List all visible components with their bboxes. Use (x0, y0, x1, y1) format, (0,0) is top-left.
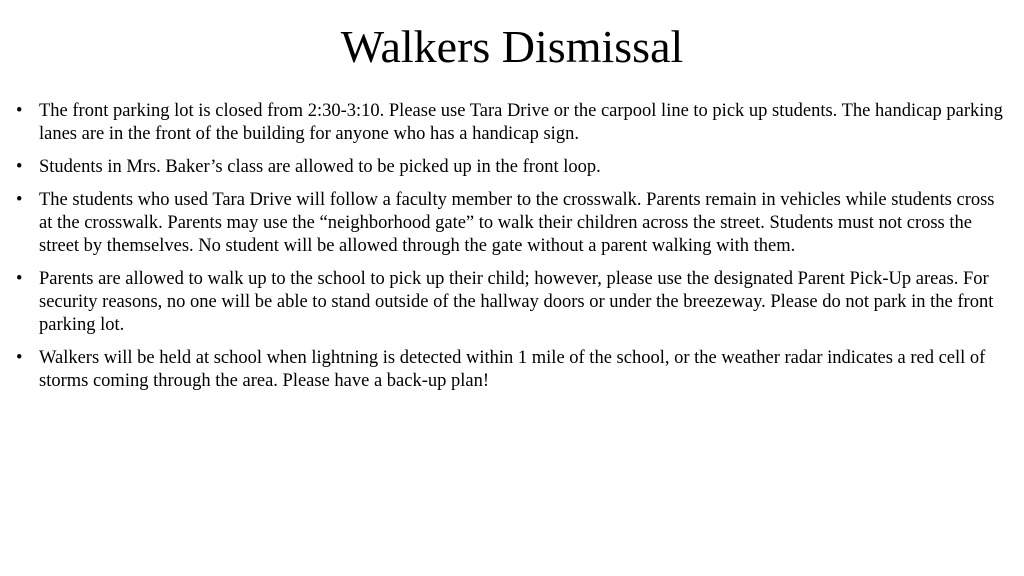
bullet-item (16, 347, 1012, 393)
bullet-item (16, 156, 1012, 179)
bullet-text: Parents are allowed to walk up to the school to pick up their child; however, please use the designated Parent Pick-Up areas. For security reasons, no one will be able to stand outside of the hallway doors or under the breezeway. Please do not park in the front parking lot. (39, 269, 994, 335)
bullet-text: The students who used Tara Drive will follow a faculty member to the crosswalk. Parents remain in vehicles while students cross at the crosswalk. Parents may use the “neighborhood gate” to walk their children across the street. Students must not cross the street by themselves. No student will be allowed through the gate without a parent walking with them. (39, 190, 995, 256)
slide-title: Walkers Dismissal (340, 21, 684, 72)
bullet-dot-icon: • (16, 157, 23, 177)
bullet-item (16, 189, 1012, 258)
bullet-dot-icon: • (16, 269, 23, 289)
bullet-item (16, 100, 1012, 146)
bullet-list (16, 100, 1012, 403)
bullet-text: The front parking lot is closed from 2:30-3:10. Please use Tara Drive or the carpool line to pick up students. The handicap parking lanes are in the front of the building for anyone who has a handicap sign. (39, 101, 1003, 144)
bullet-dot-icon: • (16, 190, 23, 210)
bullet-text: Students in Mrs. Baker’s class are allowed to be picked up in the front loop. (39, 157, 601, 177)
bullet-dot-icon: • (16, 101, 23, 121)
bullet-dot-icon: • (16, 348, 23, 368)
bullet-text: Walkers will be held at school when lightning is detected within 1 mile of the school, or the weather radar indicates a red cell of storms coming through the area. Please have a back-up plan! (39, 348, 986, 391)
bullet-item (16, 268, 1012, 337)
